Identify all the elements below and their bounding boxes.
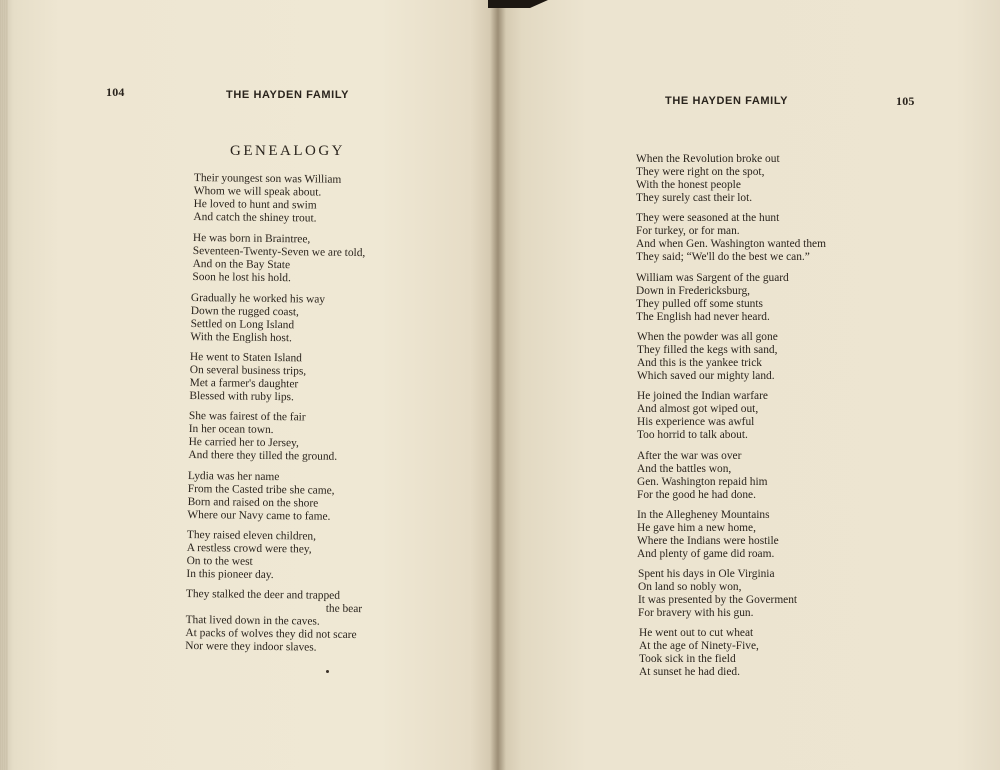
poem-line: Too horrid to talk about. <box>637 429 748 442</box>
poem-line: And on the Bay State <box>192 258 291 272</box>
poem-line: They stalked the deer and trapped <box>185 588 341 602</box>
poem-line: For turkey, or for man. <box>636 225 740 238</box>
poem-line: He loved to hunt and swim <box>193 198 317 212</box>
stanza <box>637 331 778 383</box>
left-page <box>0 0 497 770</box>
page-number: 105 <box>896 94 915 108</box>
poem-line: And catch the shiney trout. <box>193 211 317 225</box>
poem-line: Down in Fredericksburg, <box>636 285 750 298</box>
poem-line: And plenty of game did roam. <box>637 548 775 561</box>
poem-line: On to the west <box>186 555 253 568</box>
poem-line: Born and raised on the shore <box>187 496 319 510</box>
poem-line: They surely cast their lot. <box>636 192 753 205</box>
stanza <box>639 627 759 679</box>
poem-line: In the Allegheney Mountains <box>637 509 770 521</box>
poem-line: Lydia was her name <box>187 470 280 484</box>
stanza <box>637 390 768 442</box>
running-head: THE HAYDEN FAMILY <box>665 95 789 107</box>
poem-line: Which saved our mighty land. <box>637 370 775 383</box>
poem-line: At sunset he had died. <box>639 666 740 679</box>
poem-line: Nor were they indoor slaves. <box>185 640 317 654</box>
right-page <box>497 0 1000 770</box>
poem-line: Where the Indians were hostile <box>637 535 779 548</box>
poem-line: And this is the yankee trick <box>637 357 762 370</box>
poem-line: Down the rugged coast, <box>190 305 300 319</box>
stanza <box>192 232 365 286</box>
poem-line: For the good he had done. <box>637 489 756 502</box>
poem-line: A restless crowd were they, <box>186 542 312 556</box>
poem-line: And there they tilled the ground. <box>188 449 338 464</box>
poem-line: He was born in Braintree, <box>192 232 311 246</box>
running-head: THE HAYDEN FAMILY <box>226 89 350 101</box>
stanza <box>189 351 306 405</box>
poem-line: It was presented by the Goverment <box>638 594 798 607</box>
poem-line: He joined the Indian warfare <box>637 390 768 402</box>
poem-line: The English had never heard. <box>636 311 770 324</box>
stanza <box>638 568 797 620</box>
stanza <box>637 450 767 502</box>
poem-line: They were seasoned at the hunt <box>636 212 780 224</box>
poem-line: Met a farmer's daughter <box>189 377 299 391</box>
ink-dot <box>326 670 329 673</box>
poem-line: They filled the kegs with sand, <box>637 344 778 357</box>
stanza <box>636 153 780 205</box>
book-gutter <box>490 0 506 770</box>
poem-line: When the Revolution broke out <box>636 153 780 165</box>
poem-line: Blessed with ruby lips. <box>189 390 294 404</box>
poem-line: Seventeen-Twenty-Seven we are told, <box>192 245 366 260</box>
stanza <box>188 410 337 464</box>
stanza <box>636 272 789 324</box>
poem-line: Gradually he worked his way <box>190 292 326 306</box>
poem-line: He went out to cut wheat <box>639 627 754 639</box>
poem-line: And the battles won, <box>637 463 732 476</box>
stanza <box>185 588 362 656</box>
poem-line: At the age of Ninety-Five, <box>639 640 759 653</box>
poem-line: When the powder was all gone <box>637 331 778 343</box>
poem-line: With the honest people <box>636 179 741 192</box>
poem-line: Gen. Washington repaid him <box>637 476 768 489</box>
poem-line: He carried her to Jersey, <box>188 436 299 450</box>
section-title: GENEALOGY <box>230 143 345 159</box>
poem-line: the bear <box>325 602 363 616</box>
poem-line: William was Sargent of the guard <box>636 272 789 284</box>
stanza <box>637 509 779 561</box>
poem-line: On land so nobly won, <box>638 581 742 594</box>
poem-line: Spent his days in Ole Virginia <box>638 568 775 580</box>
poem-line: They were right on the spot, <box>636 166 765 179</box>
stanza <box>190 292 325 346</box>
poem-line: Settled on Long Island <box>190 318 295 332</box>
poem-line: They pulled off some stunts <box>636 298 763 311</box>
poem-line: He gave him a new home, <box>637 522 756 535</box>
poem-line: They raised eleven children, <box>186 529 317 543</box>
poem-line: With the English host. <box>190 331 292 345</box>
poem-line: He went to Staten Island <box>189 351 302 365</box>
stanza <box>636 212 826 264</box>
poem-line: And when Gen. Washington wanted them <box>636 238 826 251</box>
poem-line: In this pioneer day. <box>186 568 274 582</box>
stanza <box>193 172 341 226</box>
poem-line: She was fairest of the fair <box>188 410 306 424</box>
poem-line: From the Casted tribe she came, <box>187 483 335 497</box>
poem-line: They said; “We'll do the best we can.” <box>636 251 810 264</box>
poem-line: Took sick in the field <box>639 653 736 666</box>
stanza <box>187 470 334 524</box>
poem-line: Where our Navy came to fame. <box>187 509 331 524</box>
poem-line: That lived down in the caves. <box>185 614 320 628</box>
stanza <box>186 529 316 583</box>
poem-line: In her ocean town. <box>188 423 274 437</box>
poem-line: After the war was over <box>637 450 742 462</box>
poem-line: At packs of wolves they did not scare <box>185 627 357 642</box>
poem-line: And almost got wiped out, <box>637 403 759 416</box>
page-edges <box>0 0 8 770</box>
poem-line: Their youngest son was William <box>193 172 342 186</box>
poem-line: Whom we will speak about. <box>193 185 322 199</box>
poem-line: Soon he lost his hold. <box>192 271 291 285</box>
page-number: 104 <box>106 85 125 99</box>
poem-line: On several business trips, <box>189 364 307 378</box>
poem-line: For bravery with his gun. <box>638 607 754 620</box>
poem-line: His experience was awful <box>637 416 755 429</box>
